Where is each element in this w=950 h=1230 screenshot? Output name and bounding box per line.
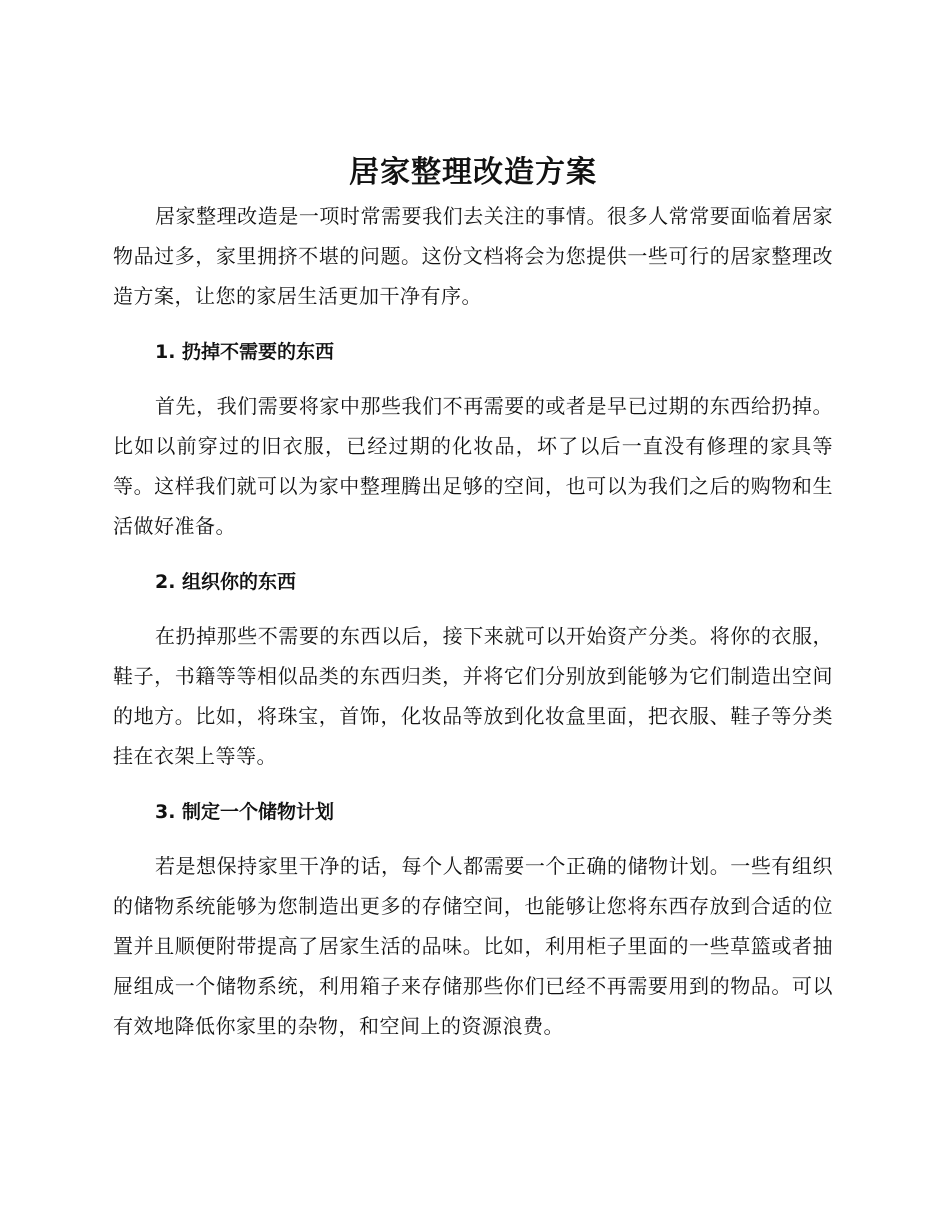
section-body-3: 若是想保持家里干净的话，每个人都需要一个正确的储物计划。一些有组织的储物系统能够为您制造出更多的存储空间，也能够让您将东西存放到合适的位置并且顺便附带提高了居家生活的品味。比如，利用柜子里面的一些草篮或者抽屉组成一个储物系统，利用箱子来存储那些你们已经不再需要用到的物品。可以有效地降低你家里的杂物，和空间上的资源浪费。 [113, 854, 833, 1038]
section-heading-1: 1. 扔掉不需要的东西 [155, 341, 335, 363]
section-heading-3: 3. 制定一个储物计划 [155, 801, 335, 823]
document-page [113, 150, 833, 1046]
section-heading-2: 2. 组织你的东西 [155, 571, 297, 593]
section-body-2: 在扔掉那些不需要的东西以后，接下来就可以开始资产分类。将你的衣服，鞋子，书籍等等相似品类的东西归类，并将它们分别放到能够为它们制造出空间的地方。比如，将珠宝，首饰，化妆品等放到化妆盒里面，把衣服、鞋子等分类挂在衣架上等等。 [113, 624, 833, 768]
intro-paragraph: 居家整理改造是一项时常需要我们去关注的事情。很多人常常要面临着居家物品过多，家里拥挤不堪的问题。这份文档将会为您提供一些可行的居家整理改造方案，让您的家居生活更加干净有序。 [113, 204, 833, 308]
document-title: 居家整理改造方案 [349, 155, 597, 190]
section-body-1: 首先，我们需要将家中那些我们不再需要的或者是早已过期的东西给扔掉。比如以前穿过的旧衣服，已经过期的化妆品，坏了以后一直没有修理的家具等等。这样我们就可以为家中整理腾出足够的空间，也可以为我们之后的购物和生活做好准备。 [113, 394, 833, 538]
